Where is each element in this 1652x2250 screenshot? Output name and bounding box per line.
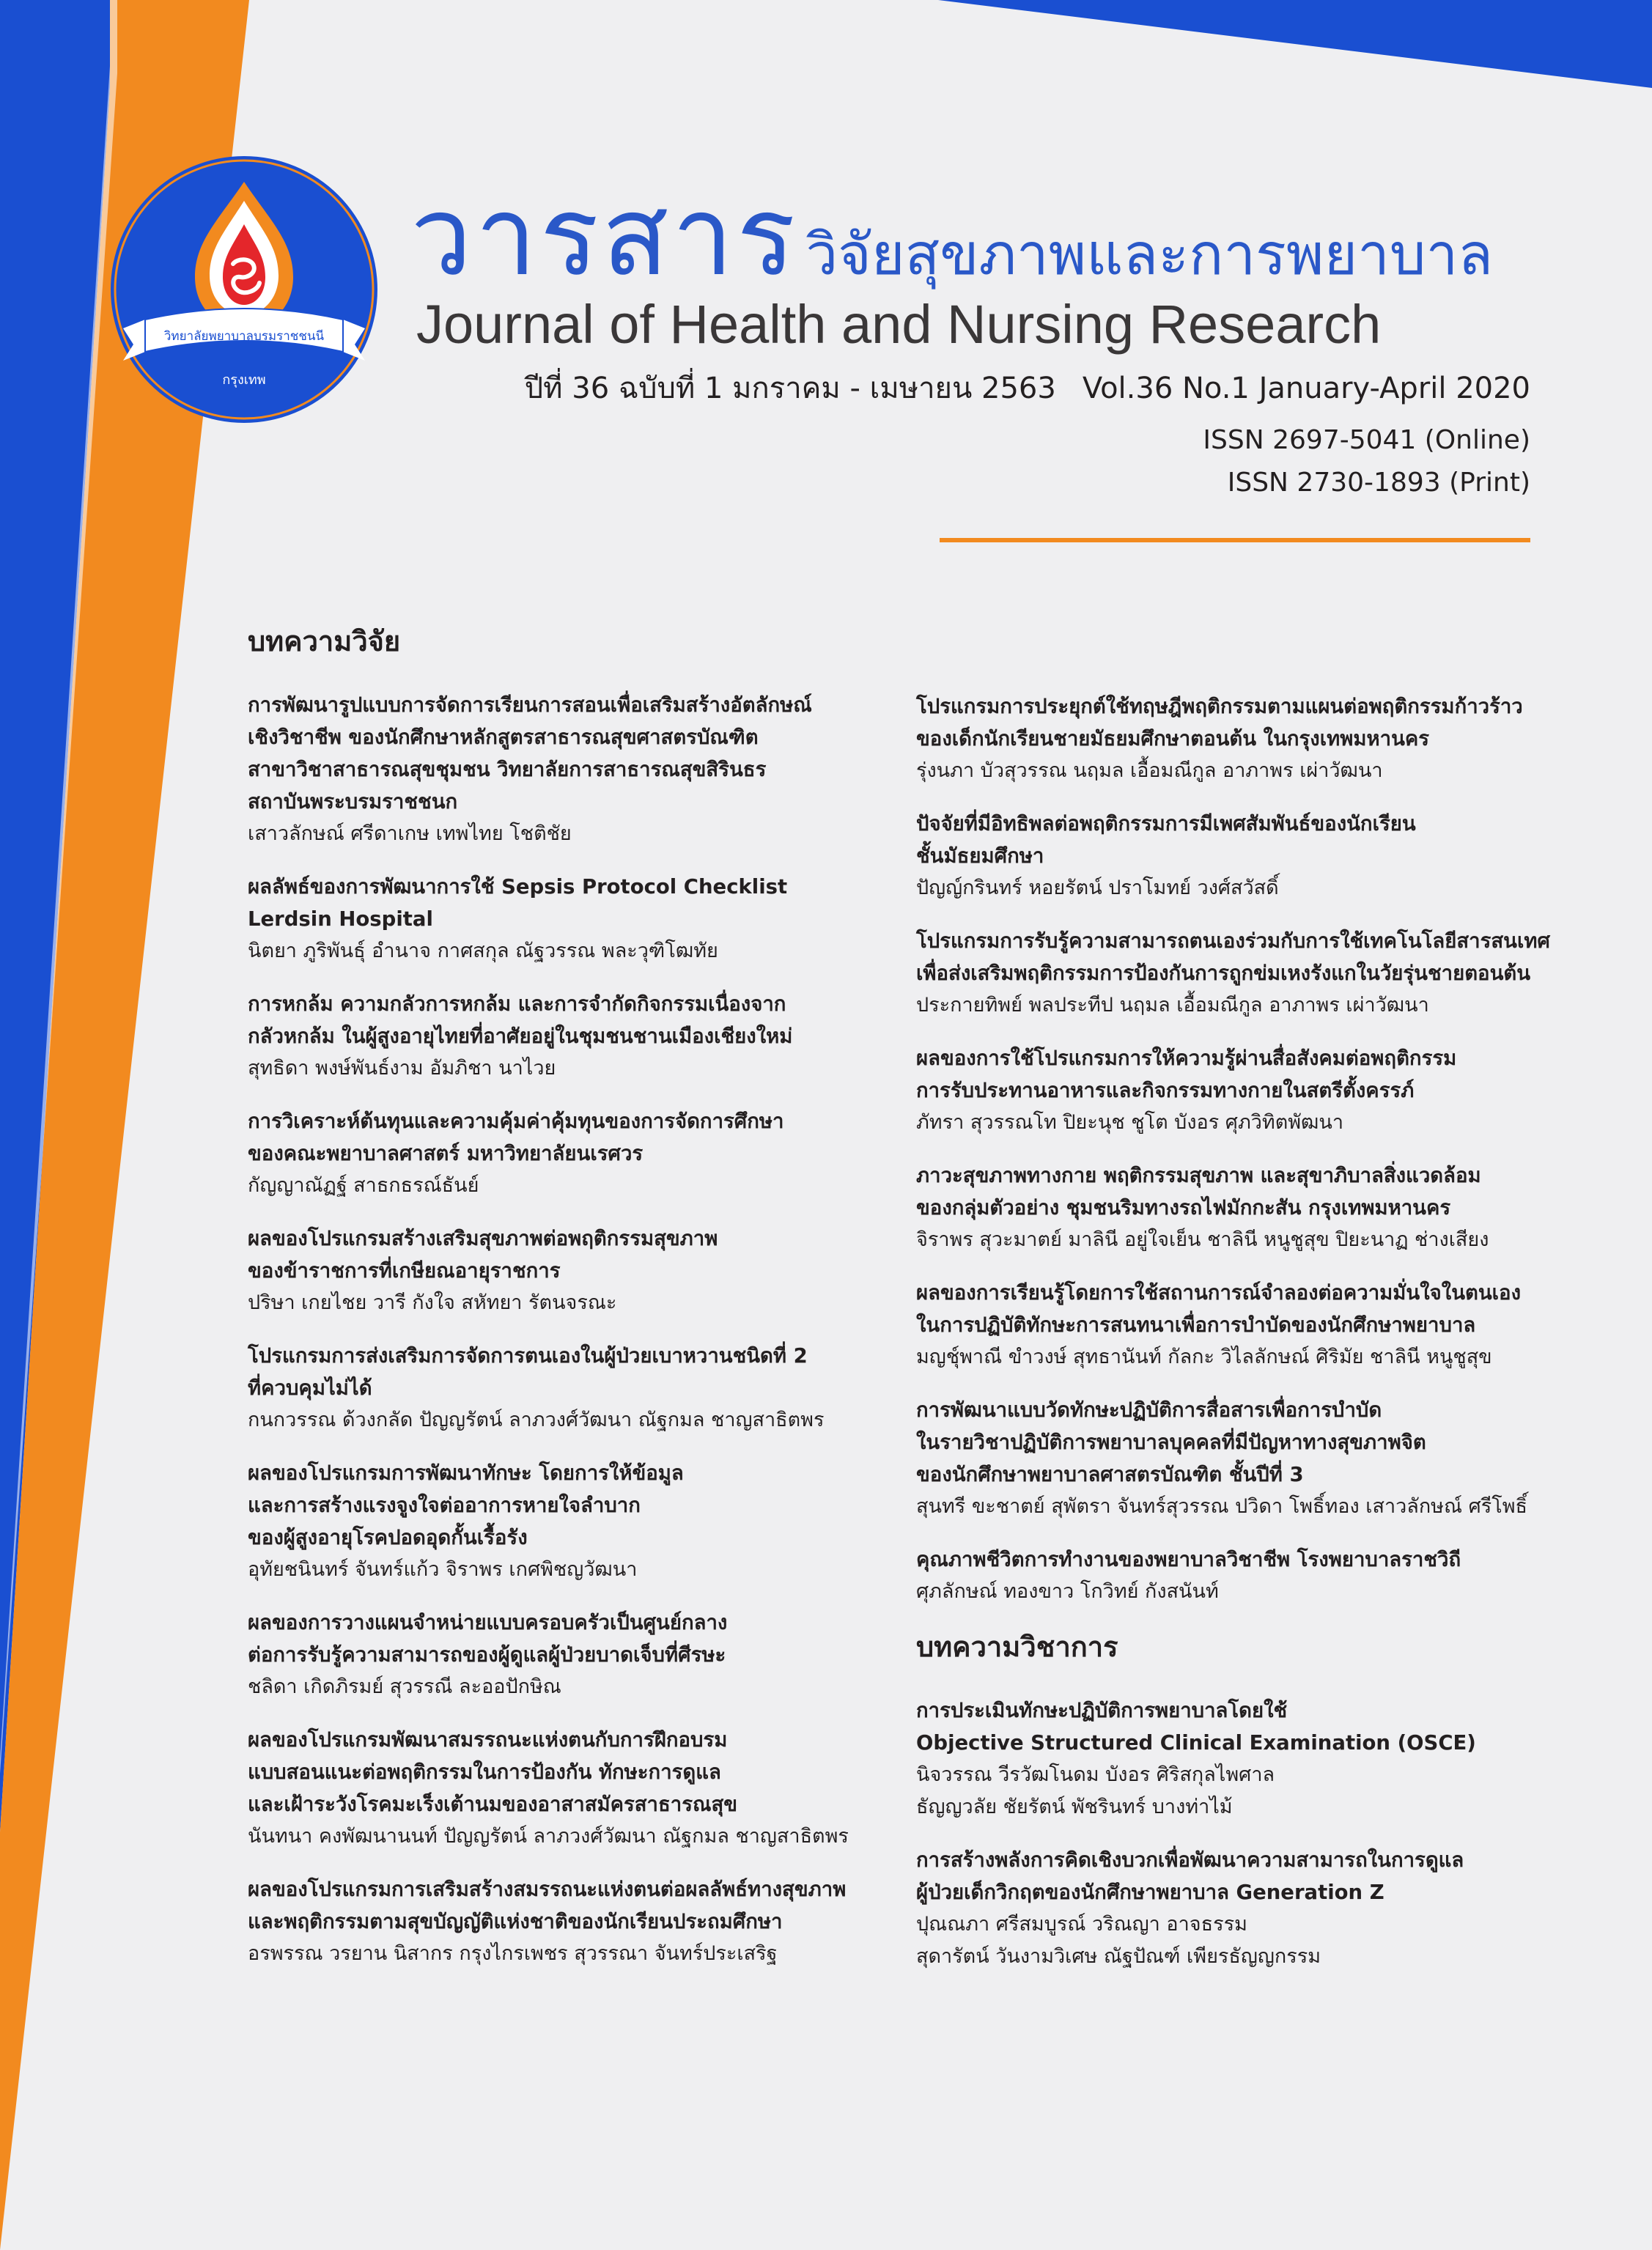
research-article-list-left xyxy=(248,689,907,1970)
contents-left-column xyxy=(248,623,907,1991)
orange-divider xyxy=(940,538,1530,542)
article-authors: รุ่งนภา บัวสุวรรณ นฤมล เอื้อมณีกูล อาภาพร เผ่าวัฒนา xyxy=(916,759,1383,782)
article-authors: นิตยา ภูริพันธุ์ อำนาจ กาศสกุล ณัฐวรรณ พละวุฑิโฒทัย xyxy=(248,940,718,962)
article-title: การสร้างพลังการคิดเชิงบวกเพื่อพัฒนาความสามารถในการดูแล ผู้ป่วยเด็กวิกฤตของนักศึกษาพยาบาล Generation Z xyxy=(916,1848,1464,1904)
article-authors: ปุณณภา ศรีสมบูรณ์ วริณญา อาจธรรม สุดารัตน์ วันงามวิเศษ ณัฐปัณฑ์ เพียรธัญญกรรม xyxy=(916,1913,1321,1968)
article-entry xyxy=(248,689,907,850)
article-title: ภาวะสุขภาพทางกาย พฤติกรรมสุขภาพ และสุขาภิบาลสิ่งแวดล้อม ของกลุ่มตัวอย่าง ชุมชนริมทางรถไฟมักกะสัน กรุงเทพมหานคร xyxy=(916,1164,1481,1220)
article-entry xyxy=(916,925,1576,1022)
article-entry xyxy=(916,1159,1576,1256)
article-entry xyxy=(916,1277,1576,1373)
article-entry xyxy=(248,1873,907,1970)
college-logo xyxy=(108,154,380,425)
article-authors: กนกวรรณ ด้วงกลัด ปัญญรัตน์ ลาภวงศ์วัฒนา ณัฐกมล ชาญสาธิตพร xyxy=(248,1409,825,1431)
article-title: ผลของโปรแกรมการพัฒนาทักษะ โดยการให้ข้อมูล และการสร้างแรงจูงใจต่ออาการหายใจลำบาก ของผู้สูงอายุโรคปอดอุดกั้นเรื้อรัง xyxy=(248,1461,684,1549)
journal-title-thai-small: วิจัยสุขภาพและการพยาบาล xyxy=(805,222,1494,288)
article-title: การพัฒนาแบบวัดทักษะปฏิบัติการสื่อสารเพื่อการบำบัด ในรายวิชาปฏิบัติการพยาบาลบุคคลที่มีปัญหาทางสุขภาพจิต ของนักศึกษาพยาบาลศาสตรบัณฑิต ชั้นปีที่ 3 xyxy=(916,1398,1426,1486)
article-title: โปรแกรมการประยุกต์ใช้ทฤษฎีพฤติกรรมตามแผนต่อพฤติกรรมก้าวร้าว ของเด็กนักเรียนชายมัธยมศึกษาตอนต้น ในกรุงเทพมหานคร xyxy=(916,695,1523,750)
contents-right-column xyxy=(916,690,1576,1993)
article-title: ผลของโปรแกรมการเสริมสร้างสมรรถนะแห่งตนต่อผลลัพธ์ทางสุขภาพ และพฤติกรรมตามสุขบัญญัติแห่งชาติของนักเรียนประถมศึกษา xyxy=(248,1878,847,1933)
article-entry xyxy=(248,871,907,967)
article-authors: ชลิดา เกิดภิรมย์ สุวรรณี ละออปักษิณ xyxy=(248,1675,561,1698)
article-authors: สุทธิดา พงษ์พันธ์งาม อัมภิชา นาไวย xyxy=(248,1057,556,1080)
article-title: การพัฒนารูปแบบการจัดการเรียนการสอนเพื่อเสริมสร้างอัตลักษณ์ เชิงวิชาชีพ ของนักศึกษาหลักสูตรสาธารณสุขศาสตรบัณฑิต สาขาวิชาสาธารณสุขชุมชน วิทยาลัยการสาธารณสุขสิรินธร สถาบันพระบรมราชชนก xyxy=(248,693,812,814)
issue-thai: ปีที่ 36 ฉบับที่ 1 มกราคม - เมษายน 2563 xyxy=(524,372,1056,405)
article-title: ผลของการเรียนรู้โดยการใช้สถานการณ์จำลองต่อความมั่นใจในตนเอง ในการปฏิบัติทักษะการสนทนาเพื่อการบำบัดของนักศึกษาพยาบาล xyxy=(916,1281,1521,1337)
article-entry xyxy=(916,808,1576,904)
article-entry xyxy=(248,1724,907,1853)
article-title: ผลลัพธ์ของการพัฒนาการใช้ Sepsis Protocol Checklist Lerdsin Hospital xyxy=(248,875,788,931)
article-entry xyxy=(248,1457,907,1586)
article-entry xyxy=(916,1394,1576,1523)
article-entry xyxy=(248,1607,907,1703)
section-heading-research: บทความวิจัย xyxy=(248,625,401,657)
article-entry xyxy=(916,1844,1576,1973)
article-entry xyxy=(248,988,907,1085)
article-title: คุณภาพชีวิตการทำงานของพยาบาลวิชาชีพ โรงพยาบาลราชวิถี xyxy=(916,1548,1461,1571)
article-title: โปรแกรมการส่งเสริมการจัดการตนเองในผู้ป่วยเบาหวานชนิดที่ 2 ที่ควบคุมไม่ได้ xyxy=(248,1344,808,1400)
article-title: ผลของการใช้โปรแกรมการให้ความรู้ผ่านสื่อสังคมต่อพฤติกรรม การรับประทานอาหารและกิจกรรมทางกายในสตรีตั้งครรภ์ xyxy=(916,1047,1457,1102)
article-title: การประเมินทักษะปฏิบัติการพยาบาลโดยใช้ Objective Structured Clinical Examination (OSCE) xyxy=(916,1699,1476,1755)
article-authors: ปริษา เกยไชย วารี กังใจ สหัทยา รัตนจรณะ xyxy=(248,1291,617,1314)
article-authors: เสาวลักษณ์ ศรีดาเกษ เทพไทย โชติชัย xyxy=(248,822,572,845)
article-authors: กัญญาณัฏฐ์ สาธกธรณ์ธันย์ xyxy=(248,1174,479,1197)
article-entry xyxy=(916,1694,1576,1823)
article-entry xyxy=(916,1543,1576,1608)
article-authors: อุทัยชนินทร์ จันทร์แก้ว จิราพร เกศพิชญวัฒนา xyxy=(248,1558,638,1581)
issn-online: ISSN 2697-5041 (Online) xyxy=(1203,425,1530,455)
article-authors: สุนทรี ขะชาตย์ สุพัตรา จันทร์สุวรรณ ปวิดา โพธิ์ทอง เสาวลักษณ์ ศรีโพธิ์ xyxy=(916,1495,1528,1518)
logo-banner-text: วิทยาลัยพยาบาลบรมราชชนนี xyxy=(163,329,325,344)
logo-sub-text: กรุงเทพ xyxy=(222,372,266,388)
article-title: ผลของโปรแกรมสร้างเสริมสุขภาพต่อพฤติกรรมสุขภาพ ของข้าราชการที่เกษียณอายุราชการ xyxy=(248,1227,718,1283)
article-title: การหกล้ม ความกลัวการหกล้ม และการจำกัดกิจกรรมเนื่องจาก กลัวหกล้ม ในผู้สูงอายุไทยที่อาศัยอยู่ในชุมชนชานเมืองเชียงใหม่ xyxy=(248,992,793,1048)
article-entry xyxy=(248,1105,907,1202)
issue-english: Vol.36 No.1 January-April 2020 xyxy=(1082,372,1530,405)
article-authors: ศุภลักษณ์ ทองขาว โกวิทย์ กังสนันท์ xyxy=(916,1580,1219,1603)
research-article-list-right xyxy=(916,690,1576,1608)
article-title: ผลของโปรแกรมพัฒนาสมรรถนะแห่งตนกับการฝึกอบรม แบบสอนแนะต่อพฤติกรรมในการป้องกัน ทักษะการดูแล และเฝ้าระวังโรคมะเร็งเต้านมของอาสาสมัครสาธารณสุข xyxy=(248,1728,738,1816)
article-entry xyxy=(248,1222,907,1319)
article-authors: นิจวรรณ วีรวัฒโนดม บังอร ศิริสกุลไพศาล ธัญญวลัย ชัยรัตน์ พัชรินทร์ บางท่าไม้ xyxy=(916,1763,1275,1818)
article-entry xyxy=(916,1042,1576,1139)
journal-title-thai-big: วารสาร xyxy=(410,173,799,300)
article-title: โปรแกรมการรับรู้ความสามารถตนเองร่วมกับการใช้เทคโนโลยีสารสนเทศ เพื่อส่งเสริมพฤติกรรมการป้องกันการถูกข่มเหงรังแกในวัยรุ่นชายตอนต้น xyxy=(916,929,1550,985)
article-entry xyxy=(248,1340,907,1436)
article-authors: อรพรรณ วรยาน นิสากร กรุงไกรเพชร สุวรรณา จันทร์ประเสริฐ xyxy=(248,1942,778,1965)
issn-print: ISSN 2730-1893 (Print) xyxy=(1227,468,1530,498)
article-authors: ภัทรา สุวรรณโท ปิยะนุช ชูโต บังอร ศุภวิทิตพัฒนา xyxy=(916,1111,1344,1134)
article-authors: ปัญญ์กรินทร์ หอยรัตน์ ปราโมทย์ วงศ์สวัสดิ์ xyxy=(916,877,1279,899)
section-heading-academic: บทความวิชาการ xyxy=(916,1631,1118,1663)
issue-line xyxy=(525,368,1530,409)
journal-title-english: Journal of Health and Nursing Research xyxy=(416,294,1382,355)
article-title: ปัจจัยที่มีอิทธิพลต่อพฤติกรรมการมีเพศสัมพันธ์ของนักเรียน ชั้นมัธยมศึกษา xyxy=(916,812,1416,868)
article-authors: ประกายทิพย์ พลประทีป นฤมล เอื้อมณีกูล อาภาพร เผ่าวัฒนา xyxy=(916,994,1429,1017)
journal-title-thai xyxy=(410,174,1493,299)
article-authors: มญชุ์พาณี ขำวงษ์ สุทธานันท์ กัลกะ วิไลลักษณ์ ศิริมัย ชาลินี หนูชูสุข xyxy=(916,1346,1492,1368)
article-authors: จิราพร สุวะมาตย์ มาลินี อยู่ใจเย็น ชาลินี หนูชูสุข ปิยะนาฏ ช่างเสียง xyxy=(916,1228,1489,1251)
article-authors: นันทนา คงพัฒนานนท์ ปัญญรัตน์ ลาภวงศ์วัฒนา ณัฐกมล ชาญสาธิตพร xyxy=(248,1825,849,1848)
article-title: การวิเคราะห์ต้นทุนและความคุ้มค่าคุ้มทุนของการจัดการศึกษา ของคณะพยาบาลศาสตร์ มหาวิทยาลัยนเรศวร xyxy=(248,1110,784,1165)
article-title: ผลของการวางแผนจำหน่ายแบบครอบครัวเป็นศูนย์กลาง ต่อการรับรู้ความสามารถของผู้ดูแลผู้ป่วยบาดเจ็บที่ศีรษะ xyxy=(248,1611,728,1667)
academic-article-list xyxy=(916,1694,1576,1973)
article-entry xyxy=(916,690,1576,787)
